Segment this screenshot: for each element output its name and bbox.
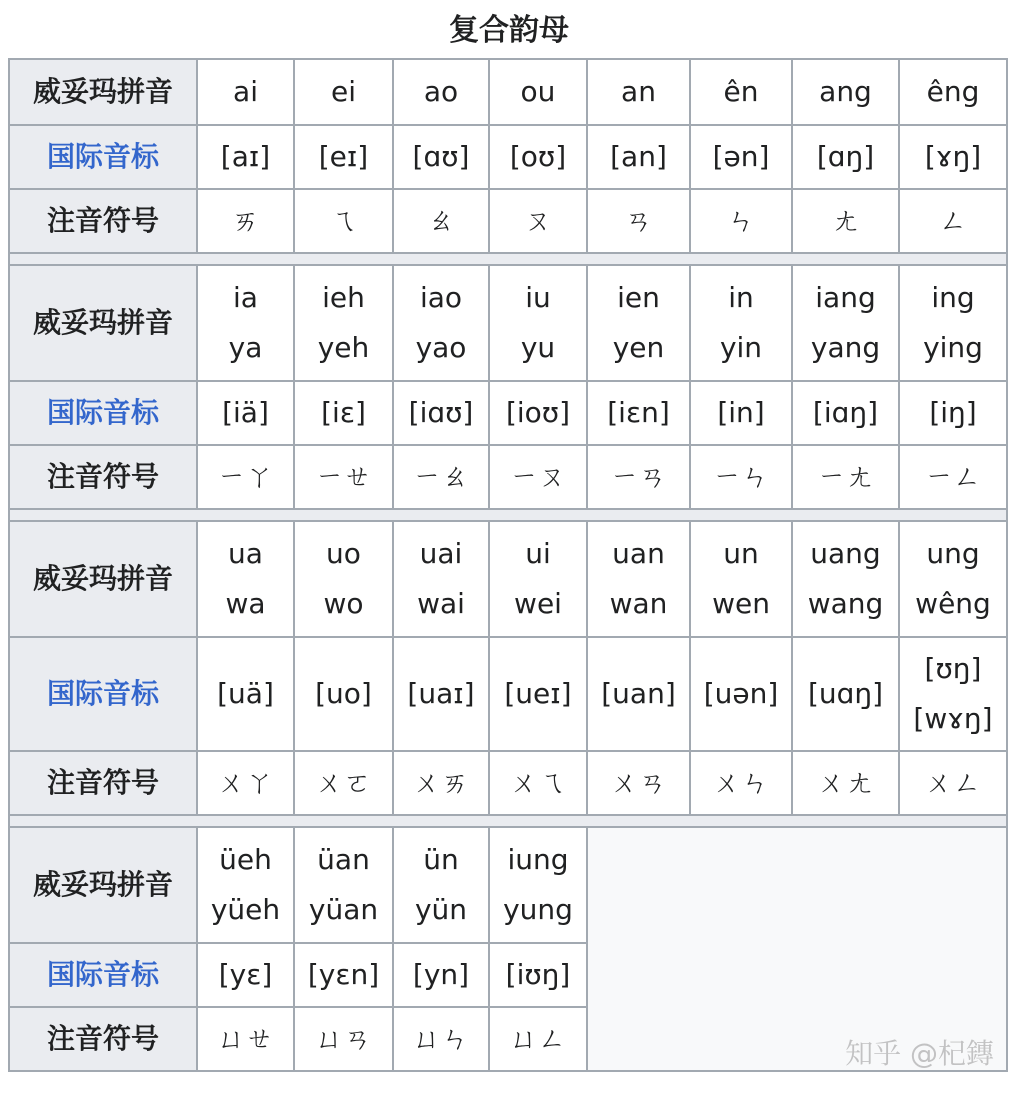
table-cell-wade-giles <box>197 59 294 125</box>
cell-line: yu <box>520 331 556 364</box>
cell-line: [iɛ] <box>321 396 366 429</box>
cell-line: yüan <box>308 893 379 926</box>
cell-line: uai <box>419 537 463 570</box>
table-cell-wade-giles <box>587 265 690 381</box>
cell-line: yung <box>503 893 573 926</box>
cell-line: wai <box>417 587 465 620</box>
table-cell-ipa <box>587 637 690 751</box>
cell-line: [ɑʊ] <box>412 140 470 173</box>
table-cell-wade-giles <box>792 265 899 381</box>
cell-line: ㄨㄛ <box>315 766 372 799</box>
cell-line: ing <box>931 281 975 314</box>
cell-line: [iä] <box>222 396 269 429</box>
cell-line: yang <box>810 331 881 364</box>
cell-line: ao <box>423 75 459 108</box>
table-cell-wade-giles <box>197 827 294 943</box>
table-cell-ipa <box>393 125 489 189</box>
cell-line: yün <box>414 893 468 926</box>
cell-line: yeh <box>317 331 370 364</box>
table-cell-zhuyin <box>489 189 587 253</box>
cell-line: [iŋ] <box>929 396 977 429</box>
table-cell-zhuyin <box>393 445 489 509</box>
cell-line: [oʊ] <box>509 140 567 173</box>
table-cell-wade-giles <box>587 59 690 125</box>
cell-line: [yn] <box>412 958 470 991</box>
cell-line: [an] <box>610 140 667 173</box>
table-cell-ipa <box>489 943 587 1007</box>
cell-line: ㄡ <box>523 204 552 237</box>
table-cell-zhuyin <box>899 751 1007 815</box>
table-cell-zhuyin <box>489 751 587 815</box>
separator-cell <box>9 509 1007 521</box>
table-row-ipa <box>9 381 1007 445</box>
table-cell-wade-giles <box>393 521 489 637</box>
table-cell-wade-giles <box>899 521 1007 637</box>
table-cell-wade-giles <box>294 521 393 637</box>
cell-line: uang <box>810 537 881 570</box>
table-cell-zhuyin <box>393 189 489 253</box>
table-cell-zhuyin <box>294 751 393 815</box>
cell-line: wen <box>712 587 770 620</box>
cell-line: ün <box>423 843 459 876</box>
table-caption: 复合韵母 <box>449 13 569 48</box>
table-cell-ipa <box>393 943 489 1007</box>
table-row-zhuyin <box>9 445 1007 509</box>
row-header-zhuyin: 注音符号 <box>9 1007 197 1071</box>
cell-line: un <box>723 537 759 570</box>
table-cell-ipa <box>197 381 294 445</box>
cell-line: in <box>728 281 754 314</box>
table-cell-zhuyin <box>197 445 294 509</box>
table-cell-wade-giles <box>792 59 899 125</box>
table-cell-wade-giles <box>899 265 1007 381</box>
cell-line: [ʊŋ] <box>924 652 982 685</box>
group-separator <box>9 509 1007 521</box>
cell-line: [ən] <box>712 140 770 173</box>
cell-line: ou <box>520 75 556 108</box>
cell-line: wa <box>225 587 266 620</box>
cell-line: wan <box>609 587 668 620</box>
row-header-ipa: 国际音标 <box>9 381 197 445</box>
table-cell-wade-giles <box>393 265 489 381</box>
cell-line: ㄨㄣ <box>712 766 769 799</box>
cell-line: [wɤŋ] <box>913 702 993 735</box>
table-cell-ipa <box>197 637 294 751</box>
cell-line: ên <box>723 75 759 108</box>
cell-line: ㄟ <box>329 204 358 237</box>
table-cell-zhuyin <box>690 751 792 815</box>
table-row-ipa <box>9 637 1007 751</box>
separator-cell <box>9 815 1007 827</box>
table-cell-ipa <box>489 637 587 751</box>
cell-line: ㄩㄝ <box>217 1022 274 1055</box>
cell-line: iu <box>525 281 551 314</box>
table-cell-ipa <box>294 637 393 751</box>
table-cell-wade-giles <box>489 827 587 943</box>
cell-line: ㄥ <box>938 204 967 237</box>
table-cell-ipa <box>393 637 489 751</box>
cell-line: ㄧㄡ <box>509 460 566 493</box>
cell-line: ui <box>525 537 551 570</box>
table-cell-wade-giles <box>197 265 294 381</box>
table-row-wade-giles <box>9 827 1007 943</box>
cell-line: ㄩㄣ <box>412 1022 469 1055</box>
cell-line: [yɛ] <box>218 958 273 991</box>
row-header-ipa: 国际音标 <box>9 125 197 189</box>
cell-line: ia <box>233 281 258 314</box>
row-header-wade-giles: 威妥玛拼音 <box>9 827 197 943</box>
table-cell-zhuyin <box>587 189 690 253</box>
cell-line: ㄨㄥ <box>924 766 981 799</box>
table-cell-zhuyin <box>792 189 899 253</box>
table-cell-wade-giles <box>393 827 489 943</box>
cell-line: ei <box>330 75 356 108</box>
cell-line: [uan] <box>601 677 676 710</box>
table-cell-wade-giles <box>489 59 587 125</box>
table-cell-ipa <box>792 637 899 751</box>
table-cell-wade-giles <box>294 827 393 943</box>
cell-line: [ioʊ] <box>505 396 571 429</box>
cell-line: [aɪ] <box>220 140 271 173</box>
table-cell-zhuyin <box>294 1007 393 1071</box>
cell-line: yao <box>415 331 467 364</box>
table-cell-wade-giles <box>294 265 393 381</box>
table-cell-wade-giles <box>792 521 899 637</box>
table-cell-zhuyin <box>294 445 393 509</box>
row-header-wade-giles: 威妥玛拼音 <box>9 59 197 125</box>
table-cell-ipa <box>792 381 899 445</box>
table-cell-wade-giles <box>899 59 1007 125</box>
table-cell-wade-giles <box>393 59 489 125</box>
cell-line: [uɑŋ] <box>807 677 884 710</box>
cell-line: ㄨㄤ <box>817 766 874 799</box>
compound-finals-table <box>8 58 1008 1072</box>
table-row-zhuyin <box>9 751 1007 815</box>
cell-line: ㄧㄤ <box>817 460 874 493</box>
table-cell-ipa <box>899 381 1007 445</box>
row-header-zhuyin: 注音符号 <box>9 751 197 815</box>
cell-line: yen <box>612 331 665 364</box>
table-cell-ipa <box>294 943 393 1007</box>
table-cell-zhuyin <box>197 751 294 815</box>
cell-line: ㄨㄚ <box>217 766 274 799</box>
row-header-ipa: 国际音标 <box>9 943 197 1007</box>
table-cell-zhuyin <box>587 751 690 815</box>
cell-line: iao <box>419 281 463 314</box>
table-cell-wade-giles <box>690 59 792 125</box>
row-header-ipa: 国际音标 <box>9 637 197 751</box>
cell-line: iung <box>507 843 569 876</box>
table-cell-ipa <box>197 943 294 1007</box>
row-header-wade-giles: 威妥玛拼音 <box>9 521 197 637</box>
cell-line: [ɑŋ] <box>816 140 875 173</box>
table-cell-zhuyin <box>899 189 1007 253</box>
cell-line: ㄧㄠ <box>412 460 469 493</box>
cell-line: [ɤŋ] <box>924 140 982 173</box>
table-row-zhuyin <box>9 189 1007 253</box>
cell-line: ㄤ <box>831 204 860 237</box>
cell-line: [eɪ] <box>318 140 369 173</box>
cell-line: ㄩㄢ <box>315 1022 372 1055</box>
cell-line: iang <box>815 281 876 314</box>
cell-line: [uən] <box>703 677 779 710</box>
cell-line: [uä] <box>217 677 274 710</box>
row-header-zhuyin: 注音符号 <box>9 445 197 509</box>
cell-line: êng <box>926 75 980 108</box>
cell-line: uan <box>612 537 665 570</box>
table-cell-wade-giles <box>587 521 690 637</box>
table-cell-wade-giles <box>489 521 587 637</box>
table-cell-ipa <box>792 125 899 189</box>
cell-line: ㄨㄢ <box>610 766 667 799</box>
cell-line: wêng <box>915 587 991 620</box>
cell-line: ㄨㄞ <box>412 766 469 799</box>
table-cell-ipa <box>294 125 393 189</box>
table-row-wade-giles <box>9 59 1007 125</box>
cell-line: ua <box>228 537 263 570</box>
table-cell-ipa <box>899 125 1007 189</box>
group-separator <box>9 815 1007 827</box>
table-cell-ipa <box>489 125 587 189</box>
cell-line: [iʊŋ] <box>505 958 571 991</box>
table-cell-ipa <box>899 637 1007 751</box>
cell-line: wo <box>323 587 364 620</box>
table-cell-wade-giles <box>690 521 792 637</box>
cell-line: ㄧㄚ <box>217 460 274 493</box>
cell-line: ㄧㄥ <box>924 460 981 493</box>
row-header-zhuyin: 注音符号 <box>9 189 197 253</box>
table-cell-ipa <box>294 381 393 445</box>
table-cell-ipa <box>587 381 690 445</box>
cell-line: yüeh <box>210 893 281 926</box>
cell-line: an <box>621 75 656 108</box>
cell-line: ung <box>926 537 980 570</box>
cell-line: uo <box>326 537 361 570</box>
table-cell-zhuyin <box>690 445 792 509</box>
table-row-wade-giles <box>9 521 1007 637</box>
cell-line: wang <box>807 587 884 620</box>
cell-line: ㄣ <box>726 204 755 237</box>
cell-line: [uaɪ] <box>407 677 475 710</box>
table-cell-zhuyin <box>197 189 294 253</box>
cell-line: [iɑŋ] <box>812 396 879 429</box>
cell-line: ㄠ <box>426 204 455 237</box>
table-cell-ipa <box>587 125 690 189</box>
table-cell-zhuyin <box>294 189 393 253</box>
table-cell-ipa <box>690 125 792 189</box>
cell-line: [yɛn] <box>307 958 380 991</box>
table-cell-zhuyin <box>393 1007 489 1071</box>
cell-line: ㄧㄢ <box>610 460 667 493</box>
table-cell-zhuyin <box>792 751 899 815</box>
separator-cell <box>9 253 1007 265</box>
table-cell-zhuyin <box>197 1007 294 1071</box>
cell-line: üeh <box>219 843 272 876</box>
cell-line: ㄨㄟ <box>509 766 566 799</box>
cell-line: [uo] <box>315 677 372 710</box>
table-cell-ipa <box>393 381 489 445</box>
table-cell-zhuyin <box>587 445 690 509</box>
table-cell-wade-giles <box>690 265 792 381</box>
table-row-wade-giles <box>9 265 1007 381</box>
table-cell-wade-giles <box>197 521 294 637</box>
cell-line: ien <box>617 281 660 314</box>
cell-line: ya <box>228 331 263 364</box>
table-row-ipa <box>9 125 1007 189</box>
table-cell-ipa <box>489 381 587 445</box>
table-cell-wade-giles <box>489 265 587 381</box>
group-separator <box>9 253 1007 265</box>
cell-line: ang <box>819 75 872 108</box>
table-cell-zhuyin <box>899 445 1007 509</box>
table-cell-ipa <box>690 637 792 751</box>
cell-line: ㄩㄥ <box>509 1022 566 1055</box>
table-cell-ipa <box>690 381 792 445</box>
cell-line: ㄧㄣ <box>712 460 769 493</box>
table-cell-zhuyin <box>393 751 489 815</box>
table-cell-ipa <box>197 125 294 189</box>
cell-line: yin <box>719 331 763 364</box>
table-cell-zhuyin <box>792 445 899 509</box>
table-cell-zhuyin <box>489 1007 587 1071</box>
row-header-wade-giles: 威妥玛拼音 <box>9 265 197 381</box>
cell-line: ㄧㄝ <box>315 460 372 493</box>
watermark: 知乎 @杞鏄 <box>845 1037 994 1070</box>
cell-line: ying <box>923 331 983 364</box>
table-cell-zhuyin <box>690 189 792 253</box>
cell-line: [ueɪ] <box>504 677 572 710</box>
cell-line: wei <box>514 587 562 620</box>
cell-line: [iɛn] <box>607 396 670 429</box>
cell-line: ieh <box>322 281 365 314</box>
cell-line: [iɑʊ] <box>408 396 474 429</box>
table-cell-zhuyin <box>489 445 587 509</box>
table-cell-wade-giles <box>294 59 393 125</box>
cell-line: [in] <box>717 396 765 429</box>
cell-line: ㄞ <box>231 204 260 237</box>
cell-line: üan <box>317 843 370 876</box>
cell-line: ㄢ <box>624 204 653 237</box>
cell-line: ai <box>233 75 258 108</box>
